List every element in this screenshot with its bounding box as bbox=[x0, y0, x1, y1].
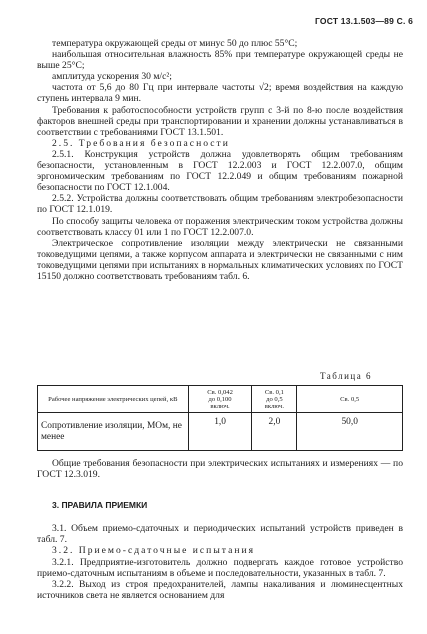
header-line: включ. bbox=[264, 402, 285, 410]
table-header-cell: Св. 0,5 bbox=[297, 386, 403, 413]
paragraph: амплитуда ускорения 30 м/с²; bbox=[52, 71, 172, 83]
paragraph: Требования к работоспособности устройств групп с 3-й по 8-ю после воздействия факторов внешней среды при транспортировании и хранении должны устанавливаться в соответствии с требованиями ГОСТ 13.1.501. bbox=[37, 104, 403, 138]
section-heading: 3.2. Приемо-сдаточные испытания bbox=[52, 545, 256, 557]
header-line: включ. bbox=[210, 402, 230, 410]
table-row bbox=[38, 413, 403, 451]
header-line: Св. 0,1 bbox=[264, 388, 284, 396]
header-line: до 0,5 bbox=[266, 395, 283, 403]
section-title: 3. ПРАВИЛА ПРИЕМКИ bbox=[52, 500, 148, 511]
table-cell: Сопротивление изоляции, МОм, не менее bbox=[38, 413, 189, 451]
paragraph: 3.1. Объем приемо-сдаточных и периодических испытаний устройств приведен в табл. 7. bbox=[37, 523, 403, 546]
table-header-cell bbox=[188, 386, 252, 413]
table-header-row bbox=[38, 386, 403, 413]
table-header-cell bbox=[252, 386, 297, 413]
paragraph: Электрическое сопротивление изоляции между электрически не связанными токоведущими цепями, а также корпусом аппарата и электрически не связанными с ним токоведущими цепями при испытаниях в нормальных климатических условиях по ГОСТ 15150 должно соответствовать требованиям табл. 6. bbox=[37, 237, 403, 282]
paragraph: Общие требования безопасности при электрических испытаниях и измерениях — по ГОСТ 12.3.019. bbox=[37, 458, 403, 481]
paragraph: частота от 5,6 до 80 Гц при интервале частоты √2; время воздействия на каждую ступень интервала 9 мин. bbox=[37, 82, 403, 105]
table-cell: 50,0 bbox=[297, 413, 403, 451]
paragraph: 2.5.1. Конструкция устройств должна удовлетворять общим требованиям безопасности, установленным в ГОСТ 12.2.003 и ГОСТ 12.2.007.0, общим эргономическим требованиям по ГОСТ 12.2.049 и общим требованиям пожарной безопасности по ГОСТ 12.1.004. bbox=[37, 148, 403, 194]
section-heading: 2.5. Требования безопасности bbox=[52, 137, 230, 149]
paragraph: температура окружающей среды от минус 50 до плюс 55°С; bbox=[52, 38, 298, 49]
table-header-cell: Рабочее напряжение электрических цепей, кВ bbox=[38, 386, 189, 413]
paragraph: наибольшая относительная влажность 85% при температуре окружающей среды не выше 25°С; bbox=[37, 49, 403, 72]
table-cell: 1,0 bbox=[188, 413, 252, 451]
text-block-bottom bbox=[37, 458, 403, 601]
header-line: до 0,100 bbox=[208, 395, 232, 403]
table-6 bbox=[37, 385, 403, 451]
paragraph: 3.2.2. Выход из строя предохранителей, лампы накаливания и люминесцентных источников света не является основанием для bbox=[37, 578, 403, 601]
paragraph: 3.2.1. Предприятие-изготовитель должно подвергать каждое готовое устройство приемо-сдаточным испытаниям в объеме и последовательности, указанных в табл. 7. bbox=[37, 556, 403, 579]
paragraph: По способу защиты человека от поражения электрическим током устройства должны соответствовать классу 01 или 1 по ГОСТ 12.2.007.0. bbox=[37, 215, 403, 238]
paragraph: 2.5.2. Устройства должны соответствовать общим требованиям электробезопасности по ГОСТ 12.1.019. bbox=[37, 193, 403, 216]
table-cell: 2,0 bbox=[252, 413, 297, 451]
header-line: Св. 0,042 bbox=[207, 388, 233, 396]
table-caption: Таблица 6 bbox=[320, 371, 372, 381]
text-block-top bbox=[37, 38, 403, 282]
page-header: ГОСТ 13.1.503—89 С. 6 bbox=[315, 16, 413, 26]
